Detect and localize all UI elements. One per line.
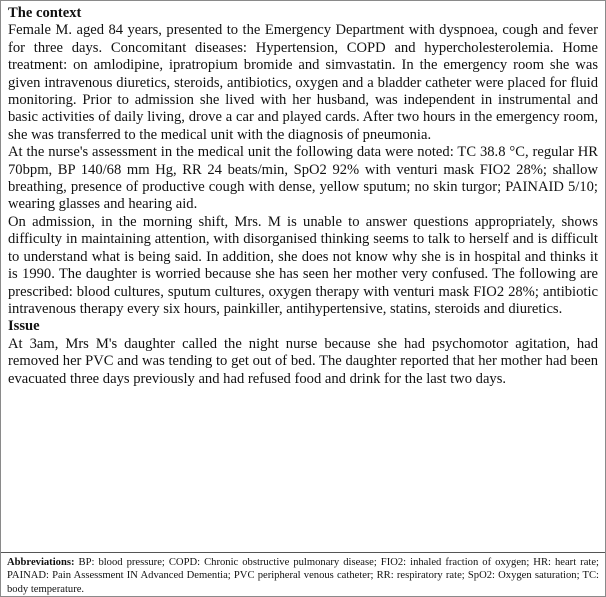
- abbreviations-footnote: [1, 554, 605, 596]
- abbreviations-label: Abbreviations:: [7, 557, 75, 568]
- issue-heading: Issue: [8, 318, 40, 335]
- issue-paragraph: At 3am, Mrs M's daughter called the night nurse because she had psychomotor agitation, had removed her PVC and was tending to get out of bed. The daughter reported that her mother had been evacuated three days previously and had refused food and drink for the last two days.: [8, 335, 598, 387]
- context-paragraph-history: Female M. aged 84 years, presented to the Emergency Department with dyspnoea, cough and fever for three days. Concomitant diseases: Hypertension, COPD and hypercholesterolemia. Home treatment: on amlodipine, ipratropium bromide and simvastatin. In the emergency room she was given intravenous diuretics, steroids, antibiotics, oxygen and a bladder catheter were placed for fluid monitoring. Prior to admission she lived with her husband, was independent in instrumental and basic activities of daily living, drove a car and played cards. After two hours in the emergency room, she was transferred to the medical unit with the diagnosis of pneumonia.: [8, 22, 598, 143]
- context-paragraph-assessment: At the nurse's assessment in the medical unit the following data were noted: TC 38.8 °C, regular HR 70bpm, BP 140/68 mm Hg, RR 24 beats/min, SpO2 92% with venturi mask FIO2 28%; shallow breathing, presence of productive cough with dense, yellow sputum; no skin turgor; PAINAID 5/10; wearing glasses and hearing aid.: [8, 144, 598, 213]
- context-paragraph-admission: On admission, in the morning shift, Mrs. M is unable to answer questions appropriately, shows difficulty in maintaining attention, with disorganised thinking seems to talk to herself and is difficult to understand what is being said. In addition, she does not know why she is in hospital and thinks it is 1990. The daughter is worried because she has seen her mother very confused. The following are prescribed: blood cultures, sputum cultures, oxygen therapy with venturi mask FIO2 28%; antibiotic intravenous therapy every six hours, painkiller, antihypertensive, statins, steroids and diuretics.: [8, 213, 598, 317]
- abbreviations-text: BP: blood pressure; COPD: Chronic obstructive pulmonary disease; FIO2: inhaled fraction of oxygen; HR: heart rate; PAINAD: Pain Assessment IN Advanced Dementia; PVC peripheral venous catheter; RR: respiratory rate; SpO2: Oxygen saturation; TC: body temperature.: [7, 557, 599, 595]
- context-heading: The context: [8, 5, 82, 21]
- case-study-box: [1, 1, 605, 553]
